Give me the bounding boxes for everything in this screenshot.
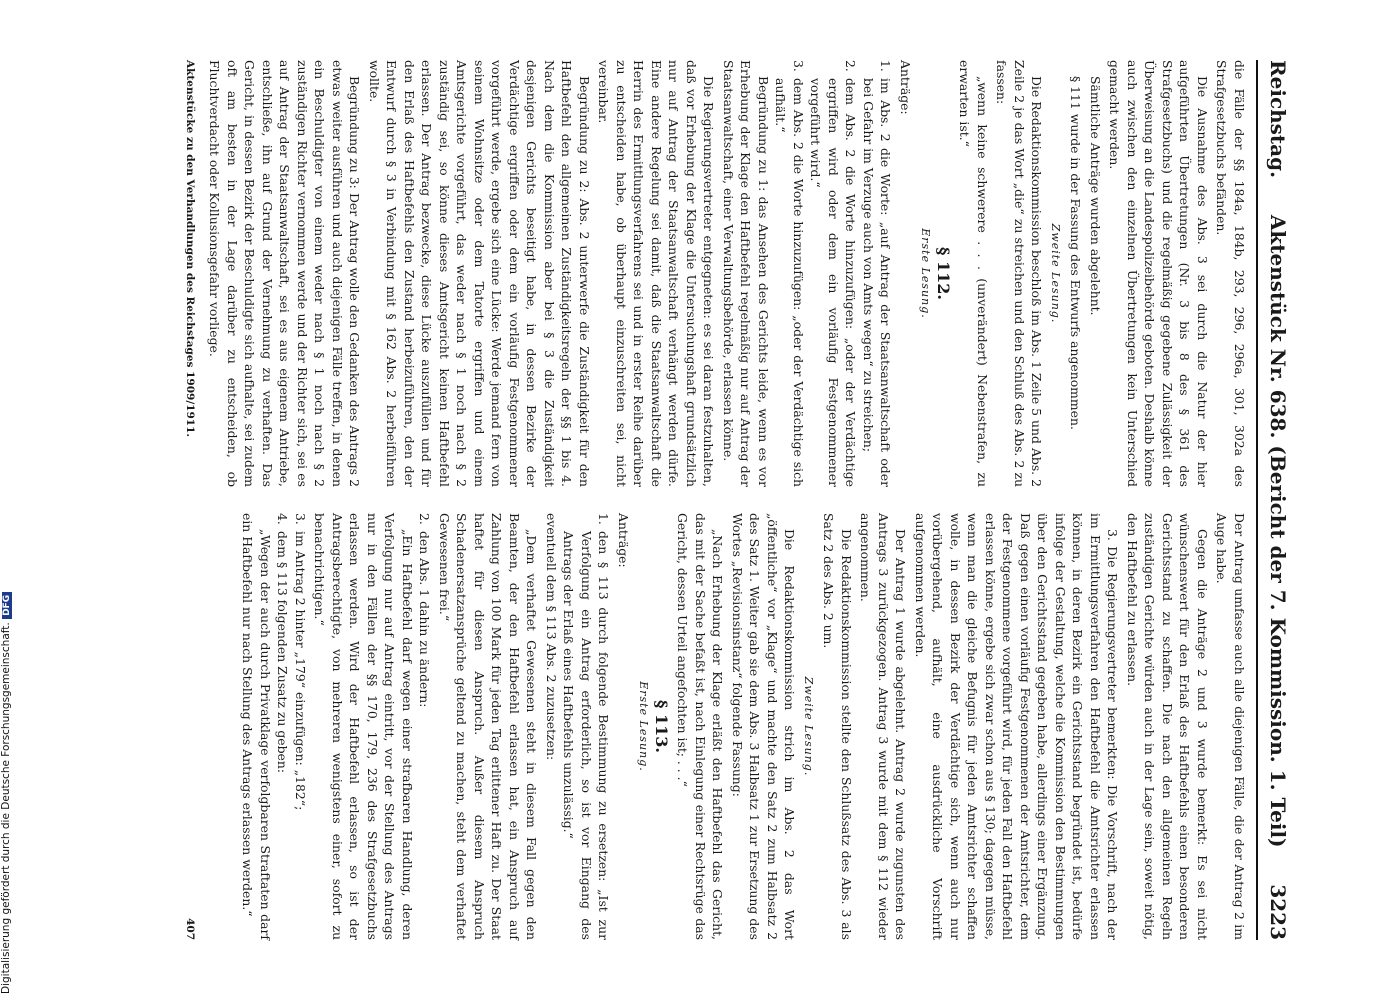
reading-heading: Zweite Lesung. xyxy=(1049,223,1062,324)
paragraph: Begründung zu 1: das Ansehen des Gerichts leide, wenn es vor Erhebung der Klage den Haftbefehl regelmäßig nur auf Antrag der Staatsanwaltschaft, einer Verwaltungsbehörde, erlassen könne. xyxy=(721,60,771,487)
paragraph: die Fälle der §§ 184a, 184b, 293, 296, 296a, 301, 302a des Strafgesetzbuchs befänden. xyxy=(1214,60,1247,487)
reading-heading: Erste Lesung. xyxy=(919,228,933,319)
section-heading: § 112. xyxy=(934,247,953,300)
paragraph: Die Regierungsvertreter entgegneten: es sei daran festzuhalten, daß vor Erhebung der Klage die Untersuchungshaft grundsätzlich nur auf Antrag der Staatsanwaltschaft verhängt werden dürfe. Eine andere Regelung sei damit, daß die Staatsanwaltschaft die Herrin des Ermittlungsverfahrens sei und in erster Reihe darüber zu entscheiden habe, ob überhaupt einzuschreiten sei, nicht vereinbar. xyxy=(596,60,717,487)
motions-label: Anträge: xyxy=(616,513,631,568)
page-number: 3223 xyxy=(1266,884,1290,940)
page-header xyxy=(1256,60,1290,940)
header-left: Reichstag. xyxy=(1266,60,1290,179)
paragraph: Begründung zu 3: Der Antrag wolle den Gedanken des Antrags 2 etwas weiter ausführen und auch diejenigen Fälle treffen, in denen ein Beschuldigter von einem weder nach § 1 noch nach § 2 zuständigen Richter vernommen werde und der Richter sich, sei es auf Antrag der Staatsanwaltschaft, sei es aus eigenem Antriebe, entschließe, ihn auf Grund der Vernehmung zu verhaften. Das Gericht, in dessen Bezirk der Beschuldigte sich aufhalte, sei zudem oft am besten in der Lage darüber zu entscheiden, ob Fluchtverdacht oder Kollusionsgefahr vorliege. xyxy=(207,60,363,487)
list-item: 3. im Antrag 2 hinter „179“ einzufügen: „182“; xyxy=(293,513,308,811)
list-item: 2. den Abs. 1 dahin zu ändern: xyxy=(417,513,433,708)
paragraph: Die Redaktionskommission stellte den Schlußsatz des Abs. 3 als Satz 2 des Abs. 2 um. xyxy=(821,513,854,940)
paragraph: eventuell dem § 113 Abs. 2 zuzusetzen: xyxy=(544,513,559,761)
page-footer xyxy=(184,60,196,940)
list-item: 1. im Abs. 2 die Worte: „auf Antrag der Staatsanwaltschaft oder bei Gefahr im Verzuge auch von Amts wegen“ zu streichen; xyxy=(861,60,894,487)
footer-source: Aktenstücke zu den Verhandlungen des Reichstages 1909/1911. xyxy=(184,60,196,438)
paragraph: 3. Die Regierungsvertreter bemerkten: Die Vorschrift, nach der im Ermittlungsverfahren den Haftbefehl die Amtsrichter erlassen können, in deren Bezirk ein Gerichtsstand begründet ist, bedürfe infolge der Gestaltung, welche die Kommission den Bestimmungen über den Gerichtsstand gegeben habe, allerdings einer Ergänzung. Daß gegen einen vorläufig Festgenommenen der Amtsrichter, dem der Festgenommene vorgeführt wird, für jeden Fall den Haftbefehl erlassen könne, ergebe sich zwar schon aus § 130; dagegen müsse, wenn man die gleiche Befugnis für jeden Amtsrichter schaffen wolle, in dessen Bezirk der Verdächtige sich, wenn auch nur vorübergehend, aufhält, eine ausdrückliche Vorschrift aufgenommen werden. xyxy=(913,513,1121,940)
list-item: 2. dem Abs. 2 die Worte hinzuzufügen: „oder der Verdächtige ergriffen wird oder dem ein vorläufig Festgenommener vorgeführt wird.“ xyxy=(808,60,859,487)
dfg-logo: DFG xyxy=(2,592,12,619)
quote: „Nach Erhebung der Klage erläßt den Haftbefehl das Gericht, das mit der Sache befaßt ist, nach Einlegung einer Rechtsrüge das Gericht, dessen Urteil angefochten ist; . . .“ xyxy=(675,513,726,940)
list-item: 1. den § 113 durch folgende Bestimmung zu ersetzen: „Ist zur Verfolgung ein Antrag erforderlich, so ist vor Eingang des Antrags der Erlaß eines Haftbefehls unzulässig.“ xyxy=(561,513,612,940)
left-column xyxy=(204,60,1248,487)
paragraph: Der Antrag umfasse auch alle diejenigen Fälle, die der Antrag 2 im Auge habe. xyxy=(1214,513,1247,940)
paragraph: Die Redaktionskommission beschloß im Abs. 1 Zeile 5 und Abs. 2 Zeile 2 je das Wort „die“ zu streichen und den Schluß des Abs. 2 zu fassen: xyxy=(994,60,1045,487)
motions-label: Anträge: xyxy=(898,60,913,115)
quote: „Ein Haftbefehl darf wegen einer strafbaren Handlung, deren Verfolgung nur auf Antrag eintritt, vor der Stellung des Antrags nur in den Fällen der §§ 170, 179, 236 des Strafgesetzbuchs erlassen werden. Wird der Haftbefehl erlassen, so ist der Antragsberechtigte, von mehreren wenigstens einer, sofort zu benachrichtigen.“ xyxy=(312,513,415,940)
paragraph: Die Redaktionskommission strich im Abs. 2 das Wort „öffentliche“ vor „Klage“ und machte den Satz 2 zum Halbsatz 2 des Satz 1. Weiter gab sie dem Abs. 3 Halbsatz 1 zur Ersetzung des Wortes „Revisionsinstanz“ folgende Fassung: xyxy=(730,513,798,940)
paragraph: Gegen die Anträge 2 und 3 wurde bemerkt: Es sei nicht wünschenswert für den Erlaß des Haftbefehls einen besonderen Gerichtsstand zu schaffen. Die nach den allgemeinen Regeln zuständigen Gerichte würden auch in der Lage sein, soweit nötig, den Haftbefehl zu erlassen. xyxy=(1125,513,1210,940)
credit-text: Digitalisierung gefördert durch die Deutsche Forschungsgemeinschaft. xyxy=(0,622,12,994)
quote: „Wegen der auch durch Privatklage verfolgbaren Straftaten darf ein Haftbefehl nur nach Stellung des Antrags erlassen werden.“ xyxy=(240,513,273,940)
list-item: 4. dem § 113 folgenden Zusatz zu geben: xyxy=(275,513,291,774)
sheet-number: 407 xyxy=(184,918,196,940)
reading-heading: Erste Lesung. xyxy=(637,681,651,772)
paragraph: § 111 wurde in der Fassung des Entwurfs angenommen. xyxy=(1068,76,1084,430)
paragraph: Sämtliche Anträge wurden abgelehnt. xyxy=(1088,76,1103,316)
paragraph: Die Ausnahme des Abs. 3 sei durch die Natur der hier aufgeführten Übertretungen (Nr. 3 bis 8 des § 361 des Strafgesetzbuchs) und die regelmäßig gegebene Zulässigkeit der Überweisung an die Landespolizeibehörde geboten. Deshalb könne auch zwischen den einzelnen Übertretungen kein Unterschied gemacht werden. xyxy=(1107,60,1210,487)
digitization-credit xyxy=(0,588,12,1000)
paragraph: Begründung zu 2: Abs. 2 unterwerfe die Zuständigkeit für den Haftbefehl den allgemeinen Zuständigkeitsregeln der §§ 1 bis 4. Nach dem die Kommission aber bei § 3 die Zuständigkeit desjenigen Gerichts beseitigt habe, in dessen Bezirke der Verdächtige ergriffen oder dem ein vorläufig Festgenommener vorgeführt werde, ergebe sich eine Lücke: Werde jemand fern von seinem Wohnsitze oder dem Tatorte ergriffen und einem Amtsgerichte vorgeführt, das weder nach § 1 noch nach § 2 zuständig sei, so könne dieses Amtsgericht keinen Haftbefehl erlassen. Der Antrag bezwecke, diese Lücke auszufüllen und für den Erlaß des Haftbefehls den Zustand herbeizuführen, den der Entwurf durch § 3 in Verbindung mit § 162 Abs. 2 herbeiführen wollte. xyxy=(367,60,592,487)
paragraph: Der Antrag 1 wurde abgelehnt. Antrag 2 wurde zugunsten des Antrags 3 zurückgezogen. Antrag 3 wurde mit dem § 112 wieder angenommen. xyxy=(858,513,909,940)
section-heading: § 113. xyxy=(652,700,671,753)
reading-heading: Zweite Lesung. xyxy=(802,676,815,777)
quote: „wenn keine schwerere . . . (unverändert) Nebenstrafen, zu erwarten ist.“ xyxy=(957,60,990,487)
right-column xyxy=(204,513,1248,940)
header-title: Aktenstück Nr. 638. (Bericht der 7. Kommission. 1. Teil) xyxy=(1266,214,1290,848)
quote: „Dem verhaftet Gewesenen steht in diesem Fall gegen den Beamten, der den Haftbefehl erlassen hat, ein Anspruch auf Zahlung von 100 Mark für jeden Tag erlittener Haft zu. Der Staat haftet für diesen Anspruch. Außer diesem Anspruch Schadenersatzansprüche geltend zu machen, steht dem verhaftet Gewesenen frei.“ xyxy=(437,513,540,940)
list-item: 3. dem Abs. 2 die Worte hinzuzufügen: „oder der Verdächtige sich aufhält.“ xyxy=(773,60,806,487)
